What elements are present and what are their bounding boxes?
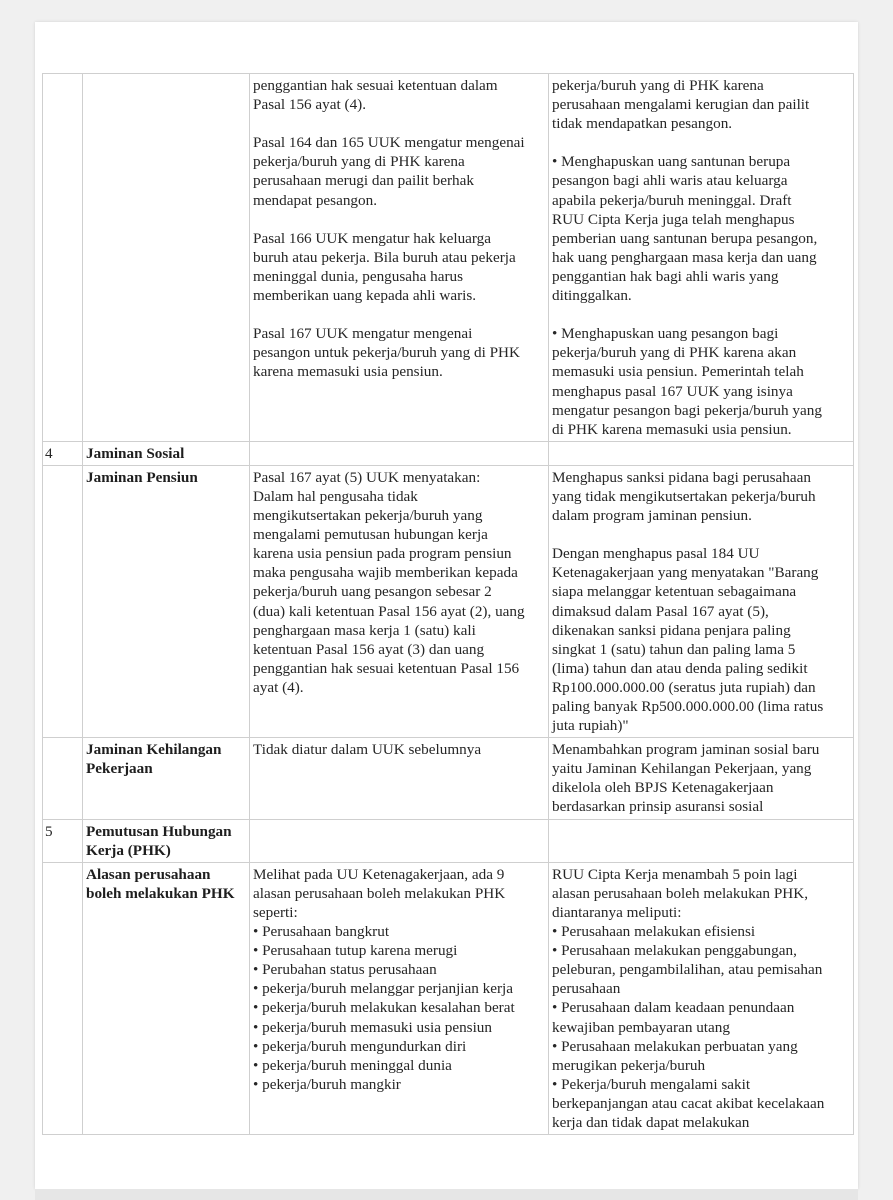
text-line: siapa melanggar ketentuan sebagaimana	[552, 583, 797, 601]
table-row	[43, 862, 854, 1134]
text-line: alasan perusahaan boleh melakukan PHK,	[552, 884, 808, 902]
topic-line: Pekerjaan	[86, 760, 153, 778]
text-line: tidak mendapatkan pesangon.	[552, 115, 733, 133]
text-line: diantaranya meliputi:	[552, 903, 682, 921]
text-line: Pasal 156 ayat (4).	[253, 96, 367, 114]
uuk-text-cell	[250, 441, 549, 465]
text-line: menghapus pasal 167 UUK yang isinya	[552, 382, 793, 400]
row-number: 4	[45, 444, 53, 462]
text-line: dikelola oleh BPJS Ketenagakerjaan	[552, 779, 774, 797]
row-number-cell	[43, 819, 83, 862]
text-line: memberikan uang kepada ahli waris.	[253, 287, 477, 305]
text-line: • Perusahaan melakukan perbuatan yang	[552, 1037, 798, 1055]
row-number-cell	[43, 738, 83, 819]
topic-cell	[83, 441, 250, 465]
topic-cell	[83, 862, 250, 1134]
row-number-cell	[43, 441, 83, 465]
text-line: (dua) kali ketentuan Pasal 156 ayat (2), uang	[253, 602, 525, 620]
text-line: penggantian hak sesuai ketentuan dalam	[253, 77, 498, 94]
topic-line: boleh melakukan PHK	[86, 884, 235, 902]
text-line: perusahaan	[552, 980, 621, 998]
row-number-cell	[43, 465, 83, 737]
text-line: • pekerja/buruh melakukan kesalahan berat	[253, 999, 515, 1017]
text-line: mengatur pesangon bagi pekerja/buruh yang	[552, 401, 822, 419]
topic-line: Jaminan Kehilangan	[86, 741, 222, 759]
text-line: • Perusahaan melakukan efisiensi	[552, 923, 756, 941]
text-line: • Pekerja/buruh mengalami sakit	[552, 1075, 751, 1093]
topic-cell	[83, 74, 250, 442]
text-line: pekerja/buruh yang di PHK karena	[552, 77, 764, 94]
text-line: mendapat pesangon.	[253, 191, 377, 209]
text-line	[253, 305, 545, 324]
text-line: • Perubahan status perusahaan	[253, 961, 437, 979]
text-line: penggantian hak bagi ahli waris yang	[552, 267, 779, 285]
text-line: ayat (4).	[253, 678, 304, 696]
uuk-text-cell	[250, 465, 549, 737]
text-line: Ketenagakerjaan yang menyatakan "Barang	[552, 564, 819, 582]
text-line: pemberian uang santunan berupa pesangon,	[552, 229, 818, 247]
text-line: hak uang penghargaan masa kerja dan uang	[552, 248, 817, 266]
comparison-table	[42, 73, 854, 1135]
text-line	[253, 114, 545, 133]
text-line: pekerja/buruh yang di PHK karena akan	[552, 344, 797, 362]
text-line: karena usia pensiun pada program pensiun	[253, 545, 512, 563]
table-body	[43, 74, 854, 1135]
text-line: Rp100.000.000.00 (seratus juta rupiah) dan	[552, 678, 816, 696]
text-line	[552, 133, 850, 152]
text-line: pekerja/buruh uang pesangon sebesar 2	[253, 583, 492, 601]
ruu-text-cell	[549, 738, 854, 819]
text-line: • pekerja/buruh mengundurkan diri	[253, 1037, 467, 1055]
text-line: Melihat pada UU Ketenagakerjaan, ada 9	[253, 865, 505, 883]
text-line: memasuki usia pensiun. Pemerintah telah	[552, 363, 804, 381]
text-line: Dalam hal pengusaha tidak	[253, 487, 418, 505]
table-row	[43, 819, 854, 862]
topic-line: Pemutusan Hubungan	[86, 822, 232, 840]
text-line: peleburan, pengambilalihan, atau pemisahan	[552, 961, 823, 979]
text-line	[552, 305, 850, 324]
text-line	[253, 210, 545, 229]
text-line: • Menghapuskan uang pesangon bagi	[552, 325, 779, 343]
text-line: Dengan menghapus pasal 184 UU	[552, 545, 760, 563]
text-line: RUU Cipta Kerja juga telah menghapus	[552, 210, 795, 228]
text-line: • Perusahaan tutup karena merugi	[253, 942, 458, 960]
text-line: kerja dan tidak dapat melakukan	[552, 1113, 750, 1131]
text-line: apabila pekerja/buruh meninggal. Draft	[552, 191, 792, 209]
text-line: • pekerja/buruh mangkir	[253, 1075, 401, 1093]
table-row	[43, 738, 854, 819]
text-line: Pasal 167 ayat (5) UUK menyatakan:	[253, 468, 481, 486]
topic-line: Jaminan Pensiun	[86, 468, 198, 486]
text-line: meninggal dunia, pengusaha harus	[253, 267, 464, 285]
text-line: perusahaan merugi dan pailit berhak	[253, 172, 474, 190]
topic-cell	[83, 465, 250, 737]
uuk-text-cell	[250, 819, 549, 862]
text-line: Tidak diatur dalam UUK sebelumnya	[253, 741, 482, 759]
row-number-cell	[43, 862, 83, 1134]
text-line: kewajiban pembayaran utang	[552, 1018, 730, 1036]
table-row	[43, 74, 854, 442]
topic-line: Alasan perusahaan	[86, 865, 211, 883]
text-line: (lima) tahun dan atau denda paling sedikit	[552, 659, 808, 677]
text-line: • pekerja/buruh melanggar perjanjian kerja	[253, 980, 514, 998]
text-line: yaitu Jaminan Kehilangan Pekerjaan, yang	[552, 760, 812, 778]
uuk-text-cell	[250, 738, 549, 819]
ruu-text-cell	[549, 819, 854, 862]
text-line: merugikan pekerja/buruh	[552, 1056, 706, 1074]
ruu-text-cell	[549, 862, 854, 1134]
text-line: penggantian hak sesuai ketentuan Pasal 156	[253, 659, 520, 677]
text-line: yang tidak mengikutsertakan pekerja/buruh	[552, 487, 816, 505]
text-line: ketentuan Pasal 156 ayat (3) dan uang	[253, 640, 485, 658]
text-line: dikenakan sanksi pidana penjara paling	[552, 621, 791, 639]
text-line: penghargaan masa kerja 1 (satu) kali	[253, 621, 476, 639]
text-line: berdasarkan prinsip asuransi sosial	[552, 798, 764, 816]
text-line: • Perusahaan melakukan penggabungan,	[552, 942, 797, 960]
text-line: mengikutsertakan pekerja/buruh yang	[253, 507, 483, 525]
ruu-text-cell	[549, 441, 854, 465]
topic-cell	[83, 819, 250, 862]
text-line: buruh atau pekerja. Bila buruh atau pekerja	[253, 248, 516, 266]
text-line: singkat 1 (satu) tahun dan paling lama 5	[552, 640, 796, 658]
row-number: 5	[45, 822, 53, 840]
text-line	[552, 525, 850, 544]
topic-cell	[83, 738, 250, 819]
text-line: Pasal 166 UUK mengatur hak keluarga	[253, 229, 492, 247]
uuk-text-cell	[250, 74, 549, 442]
topic-line: Jaminan Sosial	[86, 444, 185, 462]
topic-line: Kerja (PHK)	[86, 841, 171, 859]
text-line: Pasal 164 dan 165 UUK mengatur mengenai	[253, 134, 525, 152]
table-row	[43, 465, 854, 737]
text-line: Pasal 167 UUK mengatur mengenai	[253, 325, 473, 343]
text-line: pekerja/buruh yang di PHK karena	[253, 153, 465, 171]
row-number-cell	[43, 74, 83, 442]
text-line: • Perusahaan dalam keadaan penundaan	[552, 999, 795, 1017]
text-line: Menambahkan program jaminan sosial baru	[552, 741, 820, 759]
text-line: Menghapus sanksi pidana bagi perusahaan	[552, 468, 811, 486]
text-line: mengalami pemutusan hubungan kerja	[253, 526, 488, 544]
text-line: alasan perusahaan boleh melakukan PHK	[253, 884, 506, 902]
text-line: pesangon untuk pekerja/buruh yang di PHK	[253, 344, 520, 362]
text-line: RUU Cipta Kerja menambah 5 poin lagi	[552, 865, 798, 883]
text-line: pesangon bagi ahli waris atau keluarga	[552, 172, 788, 190]
text-line: • pekerja/buruh memasuki usia pensiun	[253, 1018, 492, 1036]
text-line: seperti:	[253, 903, 298, 921]
text-line: perusahaan mengalami kerugian dan pailit	[552, 96, 810, 114]
text-line: ditinggalkan.	[552, 287, 632, 305]
table-row	[43, 441, 854, 465]
text-line: karena memasuki usia pensiun.	[253, 363, 443, 381]
text-line: • pekerja/buruh meninggal dunia	[253, 1056, 452, 1074]
text-line: maka pengusaha wajib memberikan kepada	[253, 564, 518, 582]
text-line: • Perusahaan bangkrut	[253, 923, 390, 941]
text-line: juta rupiah)"	[552, 717, 629, 735]
text-line: dimaksud dalam Pasal 167 ayat (5),	[552, 602, 769, 620]
text-line: paling banyak Rp500.000.000.00 (lima ratus	[552, 698, 824, 715]
text-line: berkepanjangan atau cacat akibat kecelakaan	[552, 1094, 825, 1112]
text-line: dalam program jaminan pensiun.	[552, 507, 752, 525]
text-line: di PHK karena memasuki usia pensiun.	[552, 420, 792, 438]
page-bottom-edge	[35, 1189, 858, 1200]
ruu-text-cell	[549, 465, 854, 737]
text-line: • Menghapuskan uang santunan berupa	[552, 153, 791, 171]
uuk-text-cell	[250, 862, 549, 1134]
ruu-text-cell	[549, 74, 854, 442]
